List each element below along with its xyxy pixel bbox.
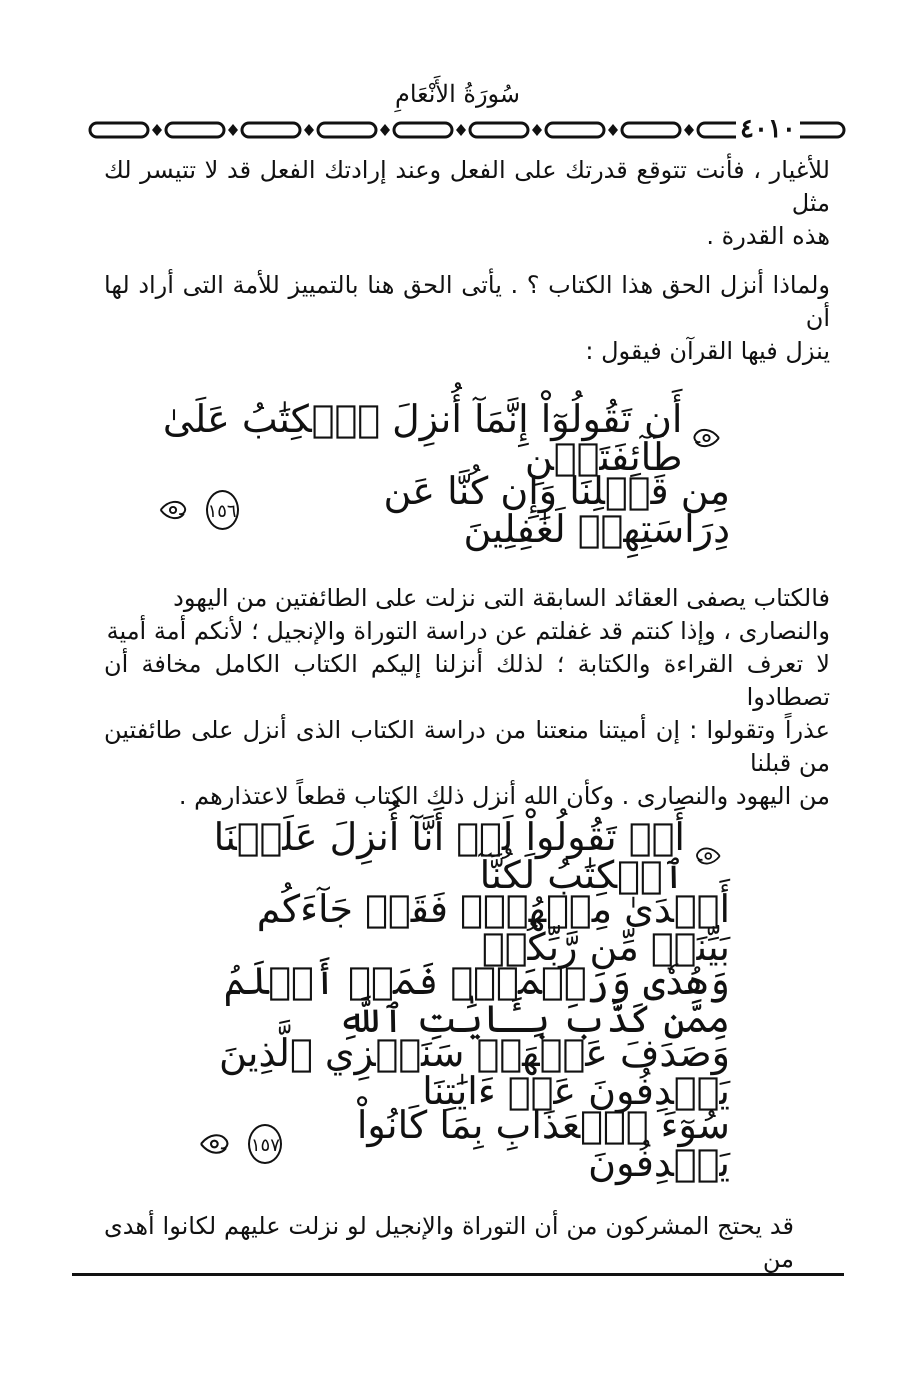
- paragraph-1: [104, 154, 830, 253]
- quran-verse-157: [190, 815, 730, 1185]
- paragraph-line: هذه القدرة .: [706, 222, 830, 250]
- paragraph-line: عذراً وتقولوا : إن أميتنا منعتنا من دراسة الكتاب الذى أنزل على طائفتين من قبلنا: [104, 716, 830, 777]
- verse-line: أَن تَقُولُوٓاْ إِنَّمَآ أُنزِلَ ٱلۡكِتَٰبُ عَلَىٰ طَآئِفَتَيۡنِ: [162, 397, 683, 479]
- paragraph-line: ينزل فيها القرآن فيقول :: [585, 337, 830, 365]
- verse-line: وَصَدَفَ عَنۡهَاۗ سَنَجۡزِي ٱلَّذِينَ يَصۡدِفُونَ عَنۡ ءَايَٰتِنَا: [218, 1031, 730, 1113]
- paragraph-3: [104, 582, 830, 813]
- paragraph-4: [104, 1210, 794, 1276]
- paragraph-line: لا تعرف القراءة والكتابة ؛ لذلك أنزلنا إليكم الكتاب الكامل مخافة أن تصطادوا: [104, 650, 830, 711]
- paragraph-line: من اليهود والنصارى . وكأن الله أنزل ذلك الكتاب قطعاً لاعتذارهم .: [178, 782, 830, 810]
- verse-open-bracket-icon: [691, 839, 724, 873]
- paragraph-2: [104, 269, 830, 368]
- paragraph-line: ولماذا أنزل الحق هذا الكتاب ؟ . يأتى الحق هنا بالتمييز للأمة التى أراد لها أن: [104, 271, 830, 332]
- paragraph-line: فالكتاب يصفى العقائد السابقة التى نزلت على الطائفتين من اليهود: [173, 584, 830, 612]
- paragraph-line: والنصارى ، وإذا كنتم قد غفلتم عن دراسة التوراة والإنجيل ؛ لأنكم أمة أمية: [106, 617, 830, 645]
- page-number: ٤٠١٠: [736, 114, 800, 144]
- quran-verse-156: [150, 397, 730, 551]
- verse-line: أَوۡ تَقُولُواْ لَوۡ أَنَّآ أُنزِلَ عَلَيۡنَا ٱلۡكِتَٰبُ لَكُنَّآ: [213, 815, 685, 897]
- verse-line: وَهُدٗى وَرَحۡمَةٞۚ فَمَنۡ أَظۡلَمُ مِمَّن كَذَّبَ بِـَٔايَٰتِ ٱللَّهِ: [223, 959, 730, 1041]
- verse-close-bracket-icon: [196, 1127, 234, 1161]
- surah-title: سُورَةُ الأَنْعَامِ: [394, 80, 521, 108]
- verse-number-marker: ١٥٧: [248, 1124, 282, 1164]
- verse-line: مِن قَبۡلِنَا وَإِن كُنَّا عَن دِرَاسَتِهِمۡ لَغَٰفِلِينَ: [383, 469, 730, 551]
- footer-rule: [72, 1273, 844, 1276]
- verse-line: سُوٓءَ ٱلۡعَذَابِ بِمَا كَانُواْ يَصۡدِفُونَ: [356, 1103, 730, 1185]
- verse-open-bracket-icon: [688, 421, 724, 455]
- verse-line: أَهۡدَىٰ مِنۡهُمۡۚ فَقَدۡ جَآءَكُم بَيِّنَةٞ مِّن رَّبِّكُمۡ: [256, 887, 730, 969]
- paragraph-line: قد يحتج المشركون من أن التوراة والإنجيل لو نزلت عليهم لكانوا أهدى من: [104, 1212, 794, 1273]
- verse-number-marker: ١٥٦: [206, 490, 239, 530]
- verse-close-bracket-icon: [156, 493, 192, 527]
- paragraph-line: للأغيار ، فأنت تتوقع قدرتك على الفعل وعند إرادتك الفعل قد لا تتيسر لك مثل: [104, 156, 830, 217]
